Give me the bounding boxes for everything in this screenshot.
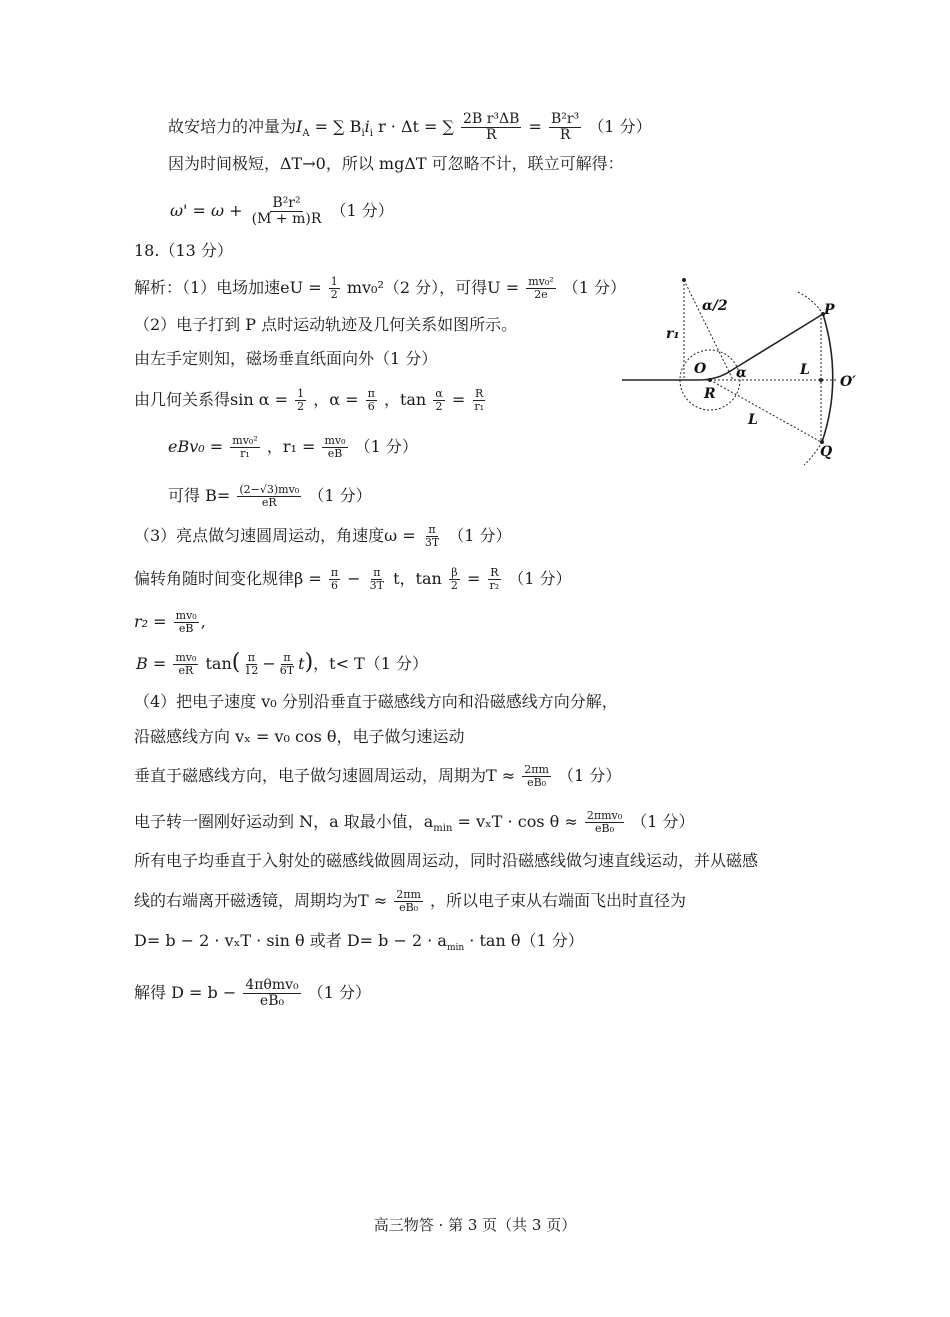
fraction: 2πmv₀ eB₀ [586,809,623,835]
diameter-intro [134,889,686,914]
text: ，所以电子束从右端面飞出时直径为 [430,891,687,910]
text: 解析：（1）电场加速eU = [134,278,322,297]
text: = vₓT · cos θ ≈ [457,812,578,831]
analysis-4: （4）把电子速度 v₀ 分别沿垂直于磁感线方向和沿磁感线方向分解， [134,692,618,711]
left-hand-rule: 由左手定则知，磁场垂直纸面向外（1 分） [134,349,438,368]
radius-line [684,280,733,380]
label-R: R [704,386,716,402]
screen-arc [822,314,833,442]
line-to-Q [710,380,821,442]
impulse-line: 故安培力的冲量为$I_A$ = ∑ $B_ii_i$ r · Δt = ∑ $\frac{\text{2B r³ΔB}}{R}$ = $\frac{\text{B²r³}}{R}$ （1 分） [168,111,652,143]
text: D= b − 2 · vₓT · sin θ 或者 D= b − 2 · a [134,931,447,950]
text: r₂ = [134,612,167,631]
fraction: $\frac{\pi}{3T}$ [424,523,440,549]
fraction: $\frac{\text{mv₀}}{eB}$ [324,434,346,460]
text: B = [136,654,167,673]
fraction: $\frac{1}{2}$ [297,387,305,413]
amin-line [134,810,695,839]
omega-line [170,196,394,227]
sub: A [302,128,310,140]
text: eBv₀ = [168,437,224,456]
r2-line [134,610,206,635]
page-footer: 高三物答 · 第 3 页（共 3 页） [373,1216,577,1234]
text: tan [205,654,232,673]
label-alpha: α [736,365,747,381]
text: r · Δt = ∑ [378,117,454,136]
score: （1 分） [354,437,418,456]
fraction: $\frac{\text{mv₀²}}{2e}$ [528,275,554,301]
text: 垂直于磁感线方向，电子做匀速圆周运动，周期为T ≈ [134,766,516,785]
fraction: $\frac{\beta}{2}$ [450,566,458,592]
result-B-line [168,484,372,509]
text: ，t< T（1 分） [313,654,429,673]
fraction: $\frac{2\pi m}{\text{eB₀}}$ [396,888,421,914]
label-O: O [694,361,707,377]
score: （1 分） [330,201,394,220]
analysis-2: （2）电子打到 P 点时运动轨迹及几何关系如图所示。 [134,315,518,334]
label-alpha-half: α/2 [702,298,728,314]
score: （1 分） [631,812,695,831]
text: （3）亮点做匀速圆周运动，角速度ω = [134,526,416,545]
text: , [200,612,206,631]
final-answer [134,978,371,1009]
text: − [262,654,276,673]
screen-ext-top [798,292,823,314]
text: − [347,569,361,588]
fraction: $\frac{2\pi m}{\text{eB₀}}$ [524,763,549,789]
fraction: $\frac{R}{\text{r₁}}$ [474,387,485,413]
text: ω' = ω + [170,201,243,220]
fraction: $\frac{\text{mv₀²}}{\text{r₁}}$ [232,434,258,460]
fraction: $\frac{\text{mv₀}}{eB}$ [175,609,197,635]
text: 线的右端离开磁透镜，周期均为T ≈ [134,891,388,910]
score: （1 分） [448,526,512,545]
fraction: 4πθmv₀ eB₀ [245,977,299,1009]
fraction: $\frac{\text{(2−√3)mv₀}}{eR}$ [239,483,300,509]
text: = [467,569,481,588]
score: （1 分） [558,766,622,785]
force-line [168,435,418,460]
text: mv₀²（2 分），可得U = [346,278,520,297]
O-dot [708,378,712,382]
analysis-1 [134,276,626,301]
label-r1: r₁ [666,326,680,342]
text: ，r₁ = [266,437,316,456]
question-number: 18.（13 分） [134,241,233,260]
fraction: $\frac{\text{2B r³ΔB}}{R}$ [463,111,520,143]
period-line [134,764,621,789]
sym: I [296,117,303,136]
fraction: $\frac{\pi}{6}$ [330,566,339,592]
fraction: $\frac{\pi}{3T}$ [369,566,385,592]
fraction: $\frac{\pi}{12}$ [244,651,259,677]
sub: min [446,943,465,954]
text: · tan θ（1 分） [469,931,584,950]
text: 解得 D = b − [134,983,237,1002]
text: t [298,654,305,673]
diameter-formula [134,931,584,958]
text: ，tan [383,390,427,409]
fraction: $\frac{\text{B²r³}}{R}$ [550,111,580,143]
fraction: $\frac{\pi}{6}$ [367,387,375,413]
O-prime-dot [819,378,823,382]
text-line: 所有电子均垂直于入射处的磁感线做圆周运动，同时沿磁感线做匀速直线运动，并从磁感 [134,851,759,870]
text: 电子转一圈刚好运动到 N，a 取最小值，a [134,812,434,831]
text: 由几何关系得sin α = [134,390,289,409]
fraction: $\frac{\alpha}{2}$ [435,387,443,413]
score: （1 分） [588,117,652,136]
score: （1 分） [508,569,572,588]
text: 故安培力的冲量为 [168,117,297,136]
text-line: 因为时间极短，ΔT→0，所以 mgΔT 可忽略不计，联立可解得： [168,154,624,173]
analysis-3 [134,524,512,549]
geometry-line [134,388,488,413]
label-O-prime: O′ [840,374,856,390]
B-time-line: B = $\frac{\text{mv₀}}{eR}$ tan( $\frac{\pi}{12}$ − $\frac{\pi}{6T}$ t)，t< T（1 分） [136,650,429,677]
label-Q: Q [820,444,833,460]
geometry-diagram [618,270,868,470]
label-L1: L [800,362,810,378]
score: （1 分） [308,486,372,505]
text: t，tan [393,569,442,588]
fraction: $\frac{R}{\text{r₂}}$ [489,566,500,592]
center-dot [682,278,686,282]
sub: min [433,823,453,835]
fraction: $\frac{\pi}{6T}$ [279,651,295,677]
fraction: $\frac{\text{B²r²}}{(M + m)R}$ [251,195,322,227]
fraction: $\frac{1}{2}$ [330,275,338,301]
label-L2: L [748,412,758,428]
sum: = ∑ B [314,117,362,136]
score: （1 分） [562,278,627,297]
label-P: P [824,302,835,318]
text: = [451,390,466,409]
text: 可得 B= [168,486,231,505]
text: ，α = [313,390,359,409]
text: 偏转角随时间变化规律β = [134,569,322,588]
fraction: $\frac{\text{mv₀}}{eR}$ [175,651,197,677]
score: （1 分） [307,983,372,1002]
vx-line: 沿磁感线方向 vₓ = v₀ cos θ，电子做匀速运动 [134,727,465,746]
deflection-line [134,567,572,592]
